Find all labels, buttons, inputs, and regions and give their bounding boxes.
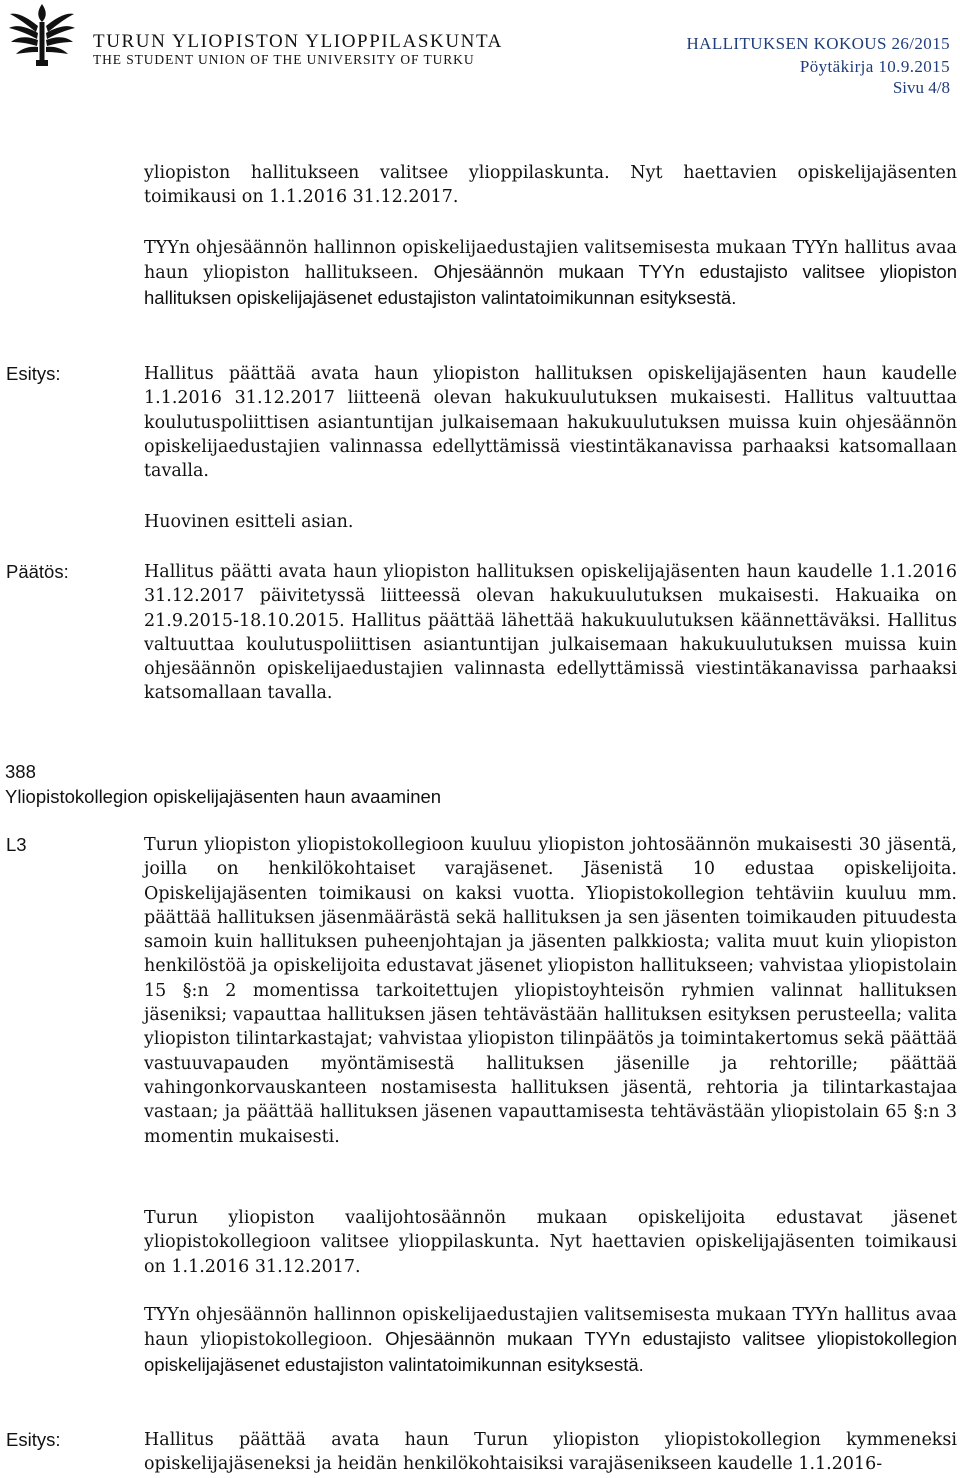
student-union-logo [8, 2, 76, 68]
page-header [0, 0, 960, 110]
item-number: 388 [5, 761, 36, 782]
paatos-text: Hallitus päätti avata haun yliopiston hallituksen opiskelijajäsenten haun kaudelle 1.1.2016 31.12.2017 päivitetyssä liitteessä olevan hakukuulutuksen mukaisesti. Hakuaika on 21.9.2015-18.10.2015. Hallitus päättää lähettää hakukuulutuksen käännettäväksi. Hallitus valtuuttaa koulutuspoliittisen asiantuntijan julkaisemaan hakukuulutuksen muissa kuin ohjesäännön opiskelijaedustajien valinnasta edellyttämissä viestintäkanavissa parhaaksi katsomallaan tavalla. [144, 562, 957, 704]
page-number: Sivu 4/8 [892, 78, 950, 97]
item-title: Yliopistokollegion opiskelijajäsenten haun avaaminen [5, 786, 442, 807]
paragraph-rules-part2: Ohjesäännön mukaan TYYn edustajisto valitsee yliopiston hallituksen opiskelijajäsenet edustajiston valintatoimikunnan esityksestä. [144, 261, 957, 308]
esitys-text: Hallitus päättää avata haun yliopiston hallituksen opiskelijajäsenten haun kaudelle 1.1.2016 31.12.2017 liitteenä olevan hakukuulutuksen mukaisesti. Hallitus valtuuttaa koulutuspoliittisen asiantuntijan julkaisemaan hakukuulutuksen muissa kuin ohjesäännön opiskelijaedustajien valinnassa edellyttämissä viestintäkanavissa parhaaksi katsomallaan tavalla. [144, 364, 957, 482]
paragraph-term: yliopiston hallitukseen valitsee ylioppilaskunta. Nyt haettavien opiskelijajäsenten toimikausi on 1.1.2016 31.12.2017. [144, 163, 957, 208]
esitys-label-2: Esitys: [6, 1429, 61, 1450]
paragraph-kollegio-rules-part2: Ohjesäännön mukaan TYYn edustajisto valitsee yliopistokollegion opiskelijajäsenet edustajiston valintatoimikunnan esityksestä. [144, 1328, 958, 1375]
esitys-label: Esitys: [6, 363, 61, 384]
attachment-label: L3 [6, 834, 27, 855]
meeting-title: HALLITUKSEN KOKOUS 26/2015 [686, 34, 950, 53]
paragraph-kollegio-rules-part1: TYYn ohjesäännön hallinnon opiskelijaedustajien valitsemisesta mukaan TYYn hallitus avaa haun yliopistokollegioon. [144, 1305, 957, 1351]
org-name-english: THE STUDENT UNION OF THE UNIVERSITY OF TURKU [93, 52, 475, 67]
paragraph-kollegio-rules [144, 1303, 957, 1378]
presenter-note: Huovinen esitteli asian. [144, 512, 354, 532]
minutes-date: Pöytäkirja 10.9.2015 [799, 57, 950, 76]
paragraph-kollegio-term: Turun yliopiston vaalijohtosäännön mukaan opiskelijoita edustavat jäsenet yliopistokollegioon valitsee ylioppilaskunta. Nyt haettavien opiskelijajäsenten toimikausi on 1.1.2016 31.12.2017. [144, 1208, 957, 1277]
paatos-label: Päätös: [6, 561, 69, 582]
org-name: TURUN YLIOPISTON YLIOPPILASKUNTA [93, 31, 503, 52]
paragraph-rules [144, 236, 957, 311]
esitys-text-2: Hallitus päättää avata haun Turun yliopiston yliopistokollegion kymmeneksi opiskelijajäseneksi ja heidän henkilökohtaisiksi varajäsenikseen kaudelle 1.1.2016- [144, 1430, 957, 1475]
kollegio-description: Turun yliopiston yliopistokollegioon kuuluu yliopiston johtosäännön mukaisesti 30 jäsentä, joilla on henkilökohtaiset varajäsenet. Jäsenistä 10 edustaa opiskelijoita. Opiskelijajäsenten toimikausi on kaksi vuotta. Yliopistokollegion tehtäviin kuuluu mm. päättää hallituksen jäsenmäärästä sekä hallituksen ja sen jäsenten toimikauden pituudesta samoin kuin hallituksen puheenjohtajan ja jäsenten palkkiosta; valita muut kuin yliopiston henkilöstöä ja opiskelijoita edustavat jäsenet yliopiston hallitukseen; vahvistaa yliopistolain 15 §:n 2 momentissa tarkoitettujen yliopistoyhteisön ryhmien valinnat hallituksen jäseniksi; vapauttaa hallituksen jäsen tehtävästään hallituksen esityksen perusteella; valita yliopiston tilintarkastajat; vahvistaa yliopiston tilinpäätös ja toimintakertomus sekä päättää vastuuvapauden myöntämisestä hallituksen jäsenille ja rehtorille; päättää vahingonkorvauskanteen nostamisesta hallituksen jäsentä, rehtoria ja tilintarkastajaa vastaan; ja päättää hallituksen jäsenen vapauttamisesta tehtävästään yliopistolain 65 §:n 3 momentin mukaisesti. [144, 835, 957, 1147]
paragraph-rules-part1: TYYn ohjesäännön hallinnon opiskelijaedustajien valitsemisesta mukaan TYYn hallitus avaa haun yliopiston hallitukseen. [144, 238, 957, 284]
